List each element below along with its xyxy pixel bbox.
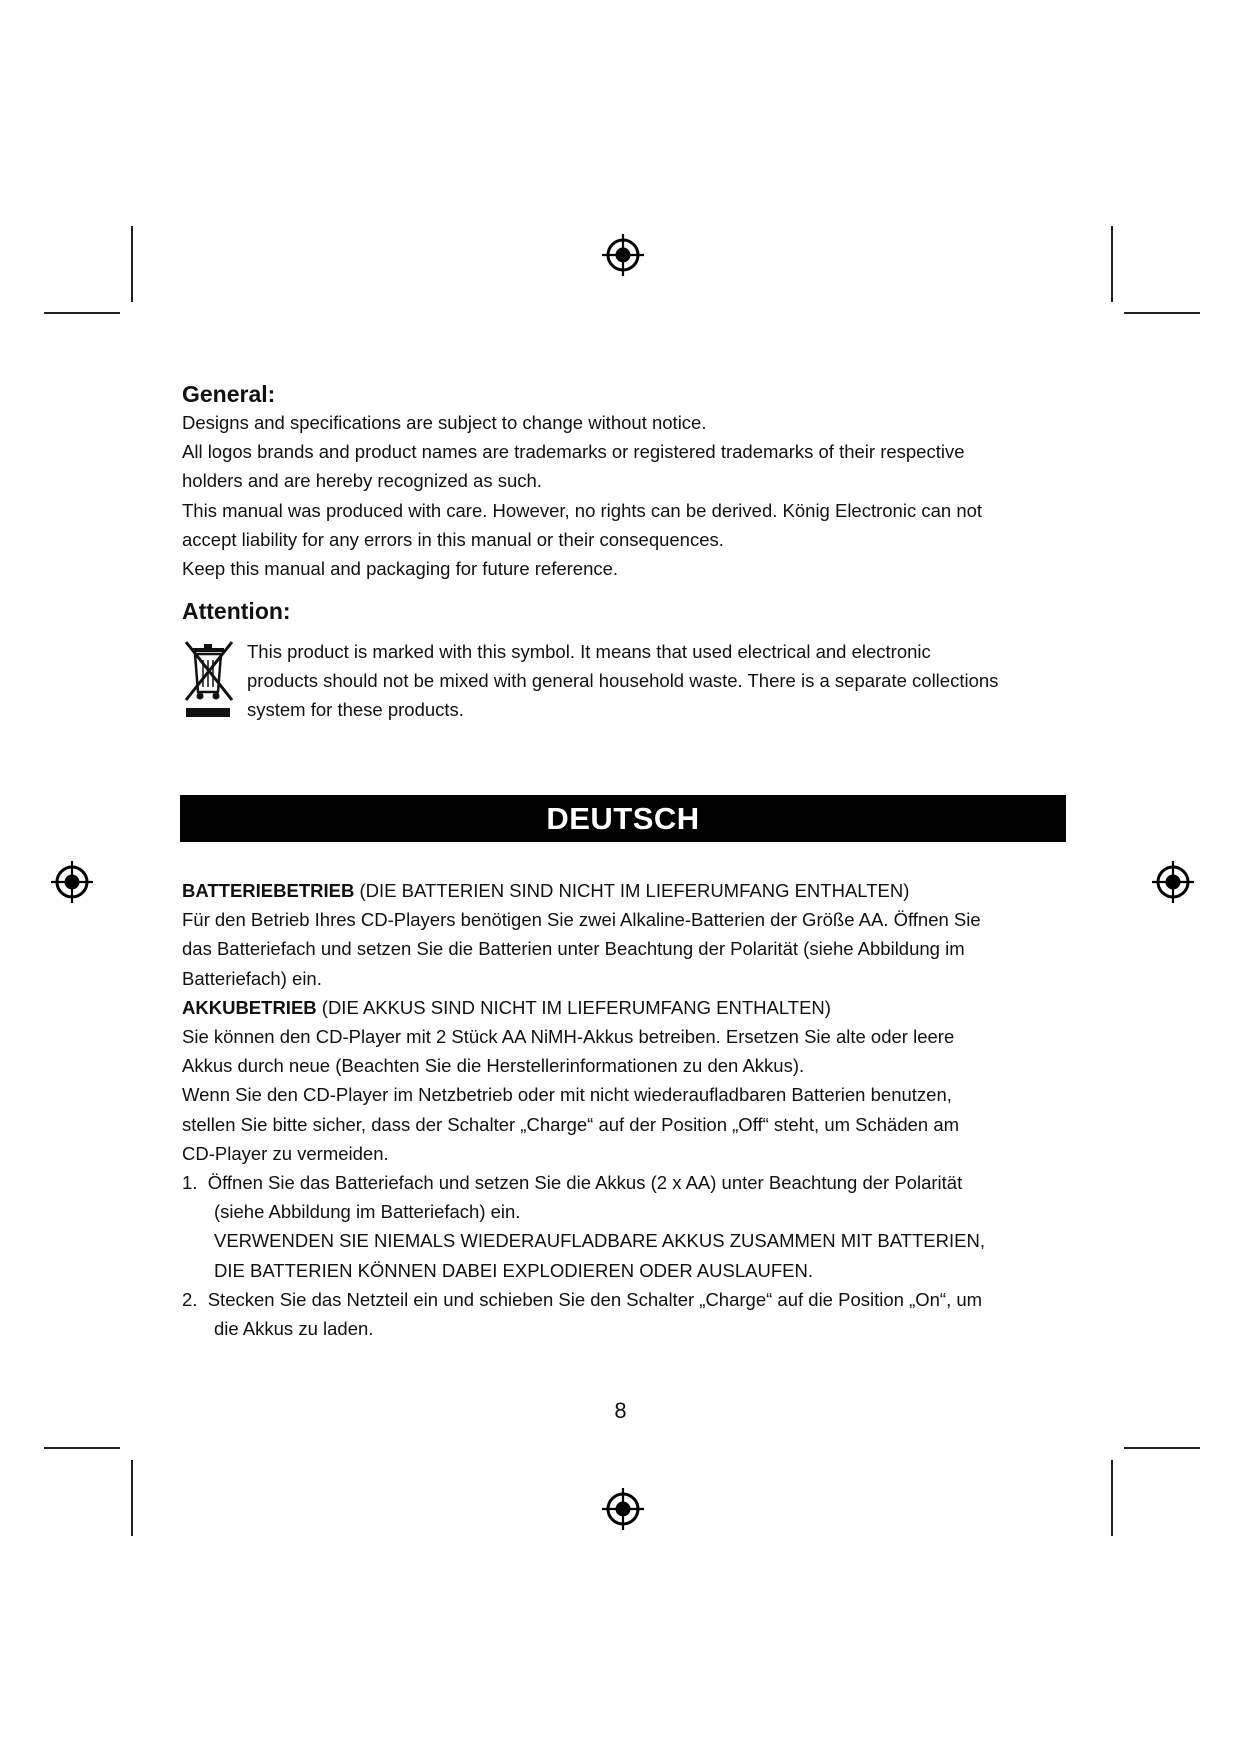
page-number: 8 bbox=[614, 1398, 627, 1423]
section-title-bold: BATTERIEBETRIEB bbox=[182, 880, 355, 901]
text-line: Keep this manual and packaging for future reference. bbox=[182, 558, 619, 580]
section-title bbox=[182, 993, 985, 1022]
text-line: This manual was produced with care. However, no rights can be derived. König Electronic can not bbox=[182, 499, 983, 521]
weee-crossed-bin-icon bbox=[182, 638, 238, 720]
list-item-line: DIE BATTERIEN KÖNNEN DABEI EXPLODIEREN ODER AUSLAUFEN. bbox=[214, 1259, 813, 1281]
section-title-rest: (DIE AKKUS SIND NICHT IM LIEFERUMFANG ENTHALTEN) bbox=[316, 996, 831, 1018]
section-title-bold: AKKUBETRIEB bbox=[182, 996, 317, 1018]
crop-mark-top-right-horizontal bbox=[1124, 312, 1200, 314]
text-line: Designs and specifications are subject to change without notice. bbox=[182, 412, 707, 433]
attention-text bbox=[247, 637, 998, 725]
text-line: products should not be mixed with general household waste. There is a separate collections bbox=[247, 670, 999, 692]
text-line: das Batteriefach und setzen Sie die Batterien unter Beachtung der Polarität (siehe Abbildung im bbox=[182, 938, 965, 960]
registration-mark-icon bbox=[1150, 859, 1196, 905]
text-line: Batteriefach) ein. bbox=[182, 967, 322, 989]
german-text bbox=[182, 876, 985, 1343]
list-item-line: VERWENDEN SIE NIEMALS WIEDERAUFLADBARE AKKUS ZUSAMMEN MIT BATTERIEN, bbox=[214, 1230, 985, 1252]
crop-mark-bottom-left-horizontal bbox=[44, 1447, 120, 1449]
text-line: CD-Player zu vermeiden. bbox=[182, 1142, 389, 1164]
crop-mark-top-left-horizontal bbox=[44, 312, 120, 314]
text-line: Wenn Sie den CD-Player im Netzbetrieb oder mit nicht wiederaufladbaren Batterien benutzen, bbox=[182, 1084, 952, 1106]
text-line: holders and are hereby recognized as such. bbox=[182, 470, 542, 492]
language-banner: DEUTSCH bbox=[180, 795, 1066, 842]
list-item-first-line: 1. Öffnen Sie das Batteriefach und setzen Sie die Akkus (2 x AA) unter Beachtung der Polarität bbox=[182, 1172, 963, 1194]
text-line: This product is marked with this symbol. It means that used electrical and electronic bbox=[247, 641, 931, 662]
text-line: All logos brands and product names are trademarks or registered trademarks of their respective bbox=[182, 441, 965, 463]
attention-heading: Attention: bbox=[182, 598, 291, 624]
list-item-line: (siehe Abbildung im Batteriefach) ein. bbox=[214, 1201, 521, 1223]
section-title bbox=[182, 876, 985, 905]
general-heading: General: bbox=[182, 381, 276, 407]
text-line: system for these products. bbox=[247, 699, 464, 721]
crop-mark-bottom-right-horizontal bbox=[1124, 1447, 1200, 1449]
registration-mark-icon bbox=[600, 232, 646, 278]
text-line: Für den Betrieb Ihres CD-Players benötigen Sie zwei Alkaline-Batterien der Größe AA. Öffnen Sie bbox=[182, 909, 981, 931]
text-line: accept liability for any errors in this manual or their consequences. bbox=[182, 528, 724, 550]
crop-mark-top-left-vertical bbox=[131, 226, 133, 302]
text-line: Sie können den CD-Player mit 2 Stück AA NiMH-Akkus betreiben. Ersetzen Sie alte oder leere bbox=[182, 1026, 955, 1048]
crop-mark-bottom-left-vertical bbox=[131, 1460, 133, 1536]
list-item-first-line: 2. Stecken Sie das Netzteil ein und schieben Sie den Schalter „Charge“ auf die Position „On“, um bbox=[182, 1288, 983, 1310]
list-item-line: die Akkus zu laden. bbox=[214, 1318, 374, 1340]
crop-mark-top-right-vertical bbox=[1111, 226, 1113, 302]
registration-mark-icon bbox=[49, 859, 95, 905]
general-text bbox=[182, 408, 982, 583]
registration-mark-icon bbox=[600, 1486, 646, 1532]
crop-mark-bottom-right-vertical bbox=[1111, 1460, 1113, 1536]
section-title-rest: (DIE BATTERIEN SIND NICHT IM LIEFERUMFANG ENTHALTEN) bbox=[354, 880, 910, 901]
text-line: stellen Sie bitte sicher, dass der Schalter „Charge“ auf der Position „Off“ steht, um Schäden am bbox=[182, 1113, 960, 1135]
text-line: Akkus durch neue (Beachten Sie die Herstellerinformationen zu den Akkus). bbox=[182, 1055, 805, 1077]
